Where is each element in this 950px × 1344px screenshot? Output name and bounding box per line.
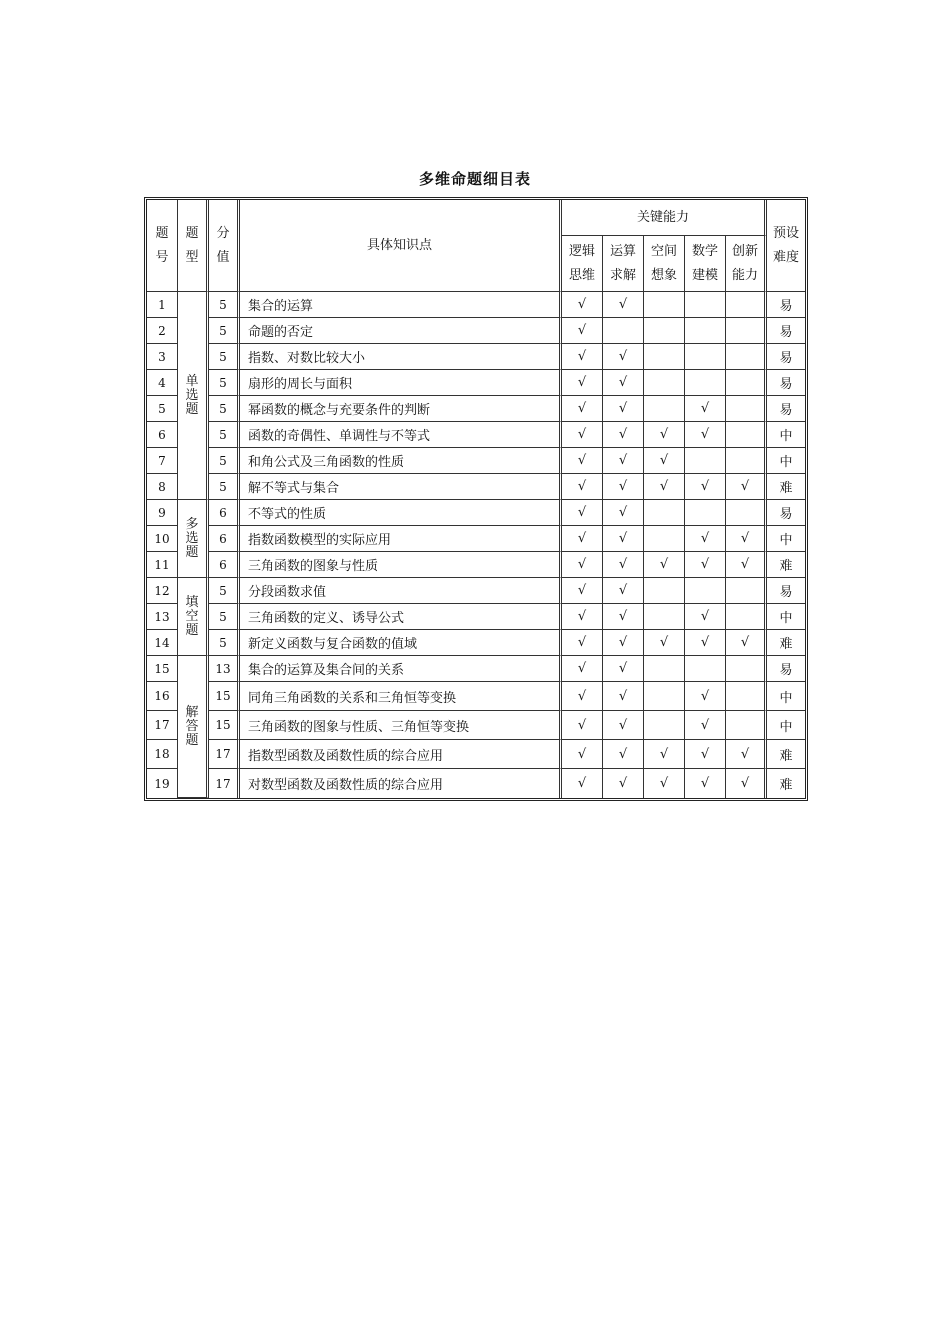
cell-score: 15 [209, 711, 240, 740]
cell-knowledge: 和角公式及三角函数的性质 [240, 448, 562, 474]
cell-ability-check [726, 448, 767, 474]
cell-ability-check: √ [562, 474, 603, 500]
question-type-char: 多 [185, 516, 199, 532]
cell-no: 5 [147, 396, 178, 422]
cell-knowledge: 三角函数的图象与性质、三角恒等变换 [240, 711, 562, 740]
cell-score: 5 [209, 344, 240, 370]
table-row [147, 682, 805, 711]
cell-ability-check: √ [644, 769, 685, 798]
cell-ability-check: √ [603, 740, 644, 769]
cell-ability-check: √ [562, 500, 603, 526]
question-type-char: 填 [185, 594, 199, 610]
cell-ability-check: √ [726, 769, 767, 798]
cell-ability-check: √ [562, 711, 603, 740]
table-row [147, 344, 805, 370]
cell-ability-check [685, 578, 726, 604]
cell-ability-check: √ [644, 422, 685, 448]
cell-ability-check: √ [644, 630, 685, 656]
cell-knowledge: 三角函数的图象与性质 [240, 552, 562, 578]
cell-ability-check [644, 526, 685, 552]
cell-difficulty: 易 [767, 396, 805, 422]
cell-ability-check: √ [644, 448, 685, 474]
cell-ability-check: √ [603, 578, 644, 604]
cell-difficulty: 中 [767, 526, 805, 552]
cell-difficulty: 难 [767, 630, 805, 656]
cell-ability-check [726, 318, 767, 344]
cell-score: 5 [209, 604, 240, 630]
cell-ability-check: √ [685, 526, 726, 552]
cell-difficulty: 中 [767, 711, 805, 740]
cell-ability-check: √ [562, 656, 603, 682]
cell-no: 16 [147, 682, 178, 711]
question-type-char: 答 [185, 718, 199, 734]
cell-ability-check [685, 656, 726, 682]
cell-ability-check [644, 578, 685, 604]
cell-score: 17 [209, 769, 240, 798]
cell-ability-check: √ [562, 682, 603, 711]
cell-ability-check [726, 422, 767, 448]
cell-score: 5 [209, 318, 240, 344]
table-row [147, 370, 805, 396]
cell-ability-check [726, 711, 767, 740]
cell-ability-check: √ [685, 604, 726, 630]
cell-ability-check [726, 604, 767, 630]
cell-ability-check: √ [603, 500, 644, 526]
cell-difficulty: 易 [767, 318, 805, 344]
cell-score: 6 [209, 500, 240, 526]
header-ability-innovate: 创新 能力 [726, 236, 767, 292]
cell-score: 5 [209, 422, 240, 448]
cell-no: 1 [147, 292, 178, 318]
cell-knowledge: 扇形的周长与面积 [240, 370, 562, 396]
table-row [147, 422, 805, 448]
page-title: 多维命题细目表 [418, 170, 531, 188]
cell-ability-check [685, 344, 726, 370]
question-type-char: 选 [185, 387, 199, 403]
header-ability-space: 空间 想象 [644, 236, 685, 292]
cell-ability-check: √ [562, 422, 603, 448]
table-row [147, 396, 805, 422]
cell-ability-check [726, 292, 767, 318]
cell-no: 2 [147, 318, 178, 344]
cell-score: 5 [209, 448, 240, 474]
cell-difficulty: 难 [767, 474, 805, 500]
question-type-char: 题 [185, 401, 199, 417]
cell-ability-check [685, 370, 726, 396]
cell-ability-check: √ [685, 711, 726, 740]
cell-ability-check [644, 500, 685, 526]
cell-ability-check [726, 578, 767, 604]
cell-ability-check: √ [562, 552, 603, 578]
cell-score: 13 [209, 656, 240, 682]
header-no: 题 号 [147, 200, 178, 292]
table-row [147, 604, 805, 630]
cell-knowledge: 集合的运算 [240, 292, 562, 318]
cell-ability-check [685, 318, 726, 344]
cell-difficulty: 中 [767, 448, 805, 474]
cell-ability-check: √ [603, 526, 644, 552]
cell-no: 3 [147, 344, 178, 370]
cell-ability-check [644, 292, 685, 318]
cell-difficulty: 难 [767, 552, 805, 578]
cell-no: 4 [147, 370, 178, 396]
cell-ability-check: √ [603, 769, 644, 798]
cell-score: 6 [209, 526, 240, 552]
header-ability-calc: 运算 求解 [603, 236, 644, 292]
cell-ability-check: √ [562, 318, 603, 344]
cell-difficulty: 中 [767, 604, 805, 630]
cell-score: 17 [209, 740, 240, 769]
header-score: 分 值 [209, 200, 240, 292]
cell-no: 6 [147, 422, 178, 448]
cell-difficulty: 易 [767, 344, 805, 370]
cell-difficulty: 易 [767, 578, 805, 604]
cell-ability-check: √ [562, 344, 603, 370]
cell-no: 7 [147, 448, 178, 474]
cell-ability-check: √ [603, 656, 644, 682]
cell-ability-check [644, 656, 685, 682]
question-type-char: 空 [185, 608, 199, 624]
table-row [147, 656, 805, 682]
cell-ability-check: √ [603, 552, 644, 578]
cell-ability-check [685, 448, 726, 474]
cell-ability-check [685, 500, 726, 526]
header-ability-logic: 逻辑 思维 [562, 236, 603, 292]
cell-score: 5 [209, 474, 240, 500]
cell-no: 11 [147, 552, 178, 578]
table-row [147, 474, 805, 500]
cell-score: 5 [209, 630, 240, 656]
cell-ability-check: √ [685, 630, 726, 656]
cell-knowledge: 新定义函数与复合函数的值域 [240, 630, 562, 656]
cell-ability-check [726, 682, 767, 711]
cell-ability-check: √ [603, 682, 644, 711]
cell-ability-check: √ [685, 552, 726, 578]
question-type-char: 题 [185, 732, 199, 748]
cell-knowledge: 指数型函数及函数性质的综合应用 [240, 740, 562, 769]
cell-ability-check: √ [562, 370, 603, 396]
cell-score: 15 [209, 682, 240, 711]
cell-ability-check: √ [603, 422, 644, 448]
header-difficulty: 预设 难度 [767, 200, 805, 292]
cell-no: 15 [147, 656, 178, 682]
cell-no: 14 [147, 630, 178, 656]
cell-ability-check: √ [685, 422, 726, 448]
cell-knowledge: 集合的运算及集合间的关系 [240, 656, 562, 682]
header-abilities-group: 关键能力 [562, 200, 767, 236]
cell-ability-check: √ [644, 740, 685, 769]
cell-knowledge: 幂函数的概念与充要条件的判断 [240, 396, 562, 422]
cell-knowledge: 解不等式与集合 [240, 474, 562, 500]
cell-difficulty: 易 [767, 500, 805, 526]
cell-ability-check: √ [562, 578, 603, 604]
cell-ability-check: √ [562, 604, 603, 630]
cell-question-type [178, 500, 209, 578]
cell-difficulty: 易 [767, 292, 805, 318]
cell-ability-check [644, 344, 685, 370]
cell-ability-check: √ [603, 370, 644, 396]
cell-ability-check [726, 500, 767, 526]
spec-table [144, 197, 808, 801]
cell-knowledge: 对数型函数及函数性质的综合应用 [240, 769, 562, 798]
cell-ability-check: √ [603, 630, 644, 656]
cell-ability-check: √ [603, 344, 644, 370]
cell-ability-check: √ [562, 526, 603, 552]
cell-no: 8 [147, 474, 178, 500]
cell-score: 5 [209, 578, 240, 604]
cell-ability-check: √ [726, 474, 767, 500]
cell-ability-check: √ [685, 740, 726, 769]
cell-ability-check: √ [685, 682, 726, 711]
question-type-char: 题 [185, 544, 199, 560]
cell-knowledge: 指数函数模型的实际应用 [240, 526, 562, 552]
cell-ability-check: √ [603, 396, 644, 422]
cell-no: 10 [147, 526, 178, 552]
question-type-char: 题 [185, 622, 199, 638]
cell-knowledge: 指数、对数比较大小 [240, 344, 562, 370]
cell-knowledge: 函数的奇偶性、单调性与不等式 [240, 422, 562, 448]
table-row [147, 448, 805, 474]
cell-ability-check: √ [603, 292, 644, 318]
cell-difficulty: 中 [767, 682, 805, 711]
cell-ability-check: √ [603, 711, 644, 740]
question-type-char: 解 [185, 704, 199, 720]
cell-difficulty: 易 [767, 656, 805, 682]
cell-no: 13 [147, 604, 178, 630]
table-row [147, 711, 805, 740]
cell-difficulty: 中 [767, 422, 805, 448]
table-row [147, 552, 805, 578]
cell-knowledge: 三角函数的定义、诱导公式 [240, 604, 562, 630]
question-type-char: 选 [185, 530, 199, 546]
cell-ability-check [726, 656, 767, 682]
cell-ability-check: √ [562, 769, 603, 798]
cell-ability-check: √ [685, 769, 726, 798]
cell-knowledge: 不等式的性质 [240, 500, 562, 526]
cell-ability-check: √ [644, 474, 685, 500]
cell-ability-check [685, 292, 726, 318]
cell-ability-check: √ [726, 740, 767, 769]
cell-difficulty: 难 [779, 778, 793, 793]
cell-ability-check [726, 344, 767, 370]
cell-ability-check [644, 396, 685, 422]
cell-ability-check: √ [726, 526, 767, 552]
cell-no: 17 [147, 711, 178, 740]
cell-ability-check: √ [726, 552, 767, 578]
cell-question-type [178, 578, 209, 656]
cell-difficulty: 难 [767, 740, 805, 769]
header-ability-model: 数学 建模 [685, 236, 726, 292]
cell-ability-check: √ [562, 292, 603, 318]
cell-knowledge: 分段函数求值 [240, 578, 562, 604]
cell-no: 9 [147, 500, 178, 526]
cell-ability-check: √ [644, 552, 685, 578]
header-type: 题 型 [178, 200, 209, 292]
cell-score: 5 [209, 396, 240, 422]
table-row [147, 318, 805, 344]
cell-no: 19 [147, 769, 178, 798]
cell-ability-check: √ [603, 604, 644, 630]
table-row [147, 630, 805, 656]
cell-ability-check: √ [562, 448, 603, 474]
cell-score: 5 [209, 292, 240, 318]
cell-ability-check: √ [726, 630, 767, 656]
cell-knowledge: 同角三角函数的关系和三角恒等变换 [240, 682, 562, 711]
cell-ability-check: √ [685, 474, 726, 500]
cell-ability-check [644, 682, 685, 711]
table-row [147, 740, 805, 769]
cell-ability-check [644, 318, 685, 344]
question-type-char: 单 [185, 373, 199, 389]
cell-score: 5 [209, 370, 240, 396]
cell-ability-check [644, 370, 685, 396]
cell-ability-check: √ [685, 396, 726, 422]
header-knowledge: 具体知识点 [240, 200, 562, 292]
table-row [147, 292, 805, 318]
cell-ability-check: √ [562, 396, 603, 422]
cell-score: 6 [209, 552, 240, 578]
cell-difficulty: 易 [767, 370, 805, 396]
table-row [147, 578, 805, 604]
cell-question-type [178, 292, 209, 500]
cell-ability-check: √ [603, 448, 644, 474]
cell-ability-check [644, 711, 685, 740]
cell-ability-check: √ [562, 740, 603, 769]
cell-ability-check [726, 396, 767, 422]
table-row [147, 500, 805, 526]
cell-ability-check [644, 604, 685, 630]
table-row [147, 526, 805, 552]
cell-knowledge: 命题的否定 [240, 318, 562, 344]
cell-ability-check [726, 370, 767, 396]
cell-no: 18 [147, 740, 178, 769]
cell-ability-check [603, 318, 644, 344]
cell-question-type [178, 656, 209, 798]
cell-ability-check: √ [603, 474, 644, 500]
table-row [147, 769, 805, 798]
cell-ability-check: √ [562, 630, 603, 656]
cell-no: 12 [147, 578, 178, 604]
